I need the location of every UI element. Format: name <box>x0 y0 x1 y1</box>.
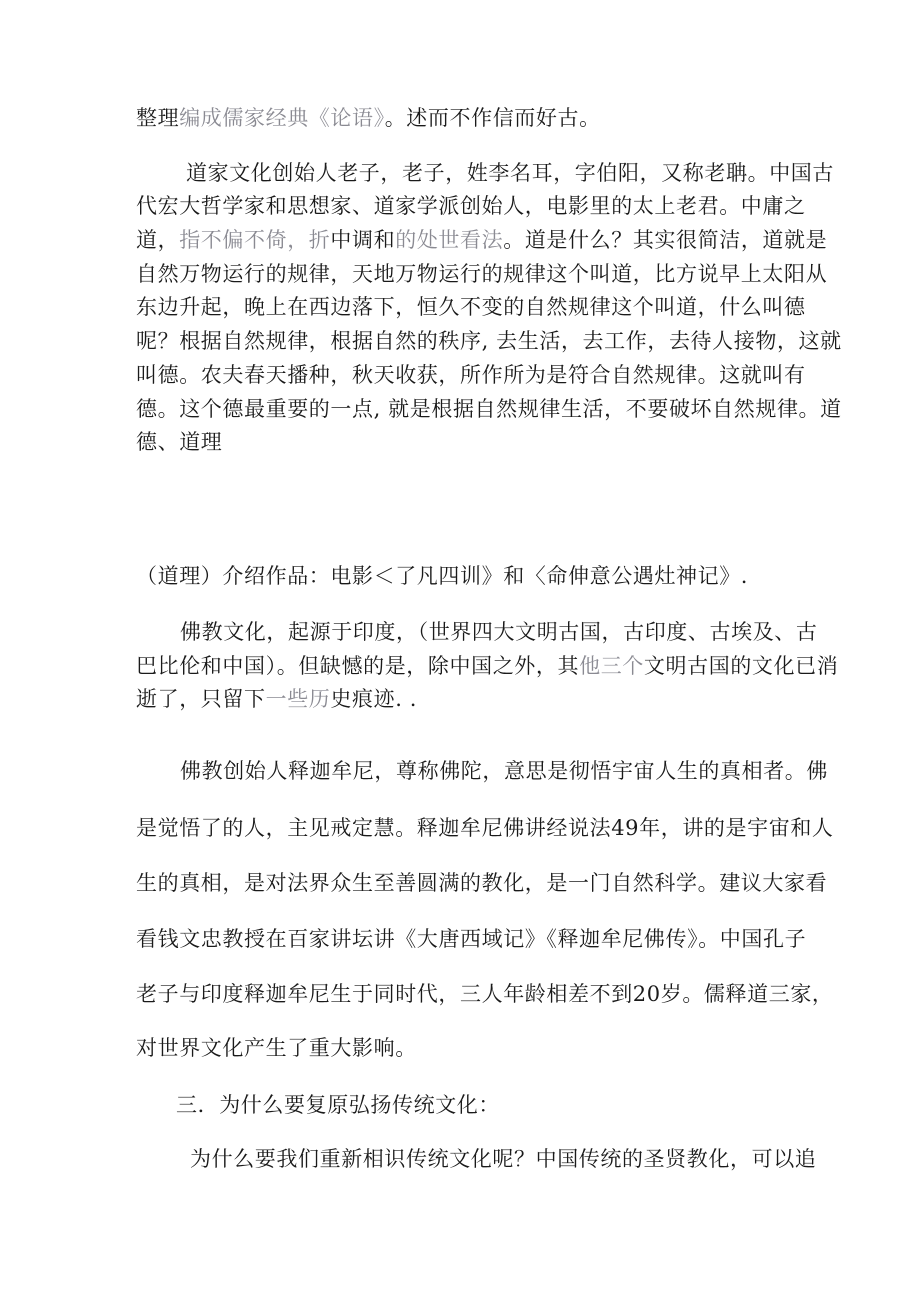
text-segment: 对世界文化产生了重大影响。 <box>136 1036 417 1060</box>
text-line <box>136 326 842 356</box>
text-segment: 佛教创始人释迦牟尼，尊称佛陀，意思是彻悟宇宙人生的真相者。佛 <box>180 759 828 783</box>
faded-text-segment: 一些历 <box>265 687 331 711</box>
text-segment: 逝了，只留下 <box>136 687 266 711</box>
text-segment: 三．为什么要复原弘扬传统文化： <box>176 1093 500 1117</box>
text-line <box>190 1144 816 1174</box>
text-line <box>136 427 222 457</box>
text-line <box>136 979 834 1009</box>
text-line <box>136 259 827 289</box>
text-segment: 呢？根据自然规律，根据自然的秩序, 去生活，去工作，去待人接物，这就 <box>136 329 842 353</box>
text-line <box>136 191 806 221</box>
text-line <box>136 924 806 954</box>
text-segment: 看钱文忠教授在百家讲坛讲《大唐西域记》《释迦牟尼佛传》。中国孔子 <box>136 927 807 951</box>
text-segment: 。道是什么？其实很简洁，道就是 <box>503 228 828 252</box>
text-line <box>136 1033 417 1063</box>
text-line <box>136 813 834 843</box>
text-segment: 是觉悟了的人，主见戒定慧。释迦牟尼佛讲经说法49年，讲的是宇宙和人 <box>136 816 834 840</box>
text-segment: 德、道理 <box>136 430 223 454</box>
text-line <box>180 756 828 786</box>
text-segment: 德。这个德最重要的一点, 就是根据自然规律生活，不要破坏自然规律。道 <box>136 397 842 421</box>
text-segment: 道， <box>136 228 180 252</box>
text-segment: 叫德。农夫春天播种，秋天收获，所作所为是符合自然规律。这就叫有 <box>136 363 806 387</box>
text-line <box>136 292 806 322</box>
text-line <box>136 684 417 714</box>
text-line <box>180 617 818 647</box>
text-segment: 整理 <box>136 106 180 130</box>
faded-text-segment: 的处世看法 <box>395 228 504 252</box>
text-segment: 东边升起，晚上在西边落下，恒久不变的自然规律这个叫道，什么叫德 <box>136 295 806 319</box>
text-line <box>186 158 834 188</box>
text-line <box>136 561 748 591</box>
text-segment: 代宏大哲学家和思想家、道家学派创始人，电影里的太上老君。中庸之 <box>136 194 806 218</box>
faded-text-segment: 他三个 <box>579 654 644 678</box>
text-line <box>136 651 838 681</box>
text-segment: 。述而不作信而好古。 <box>384 106 601 130</box>
text-line <box>136 394 842 424</box>
text-segment: （道理）介绍作品：电影＜了凡四训》和〈命伸意公遇灶神记》. <box>136 564 749 588</box>
faded-text-segment: 指不偏不倚，折 <box>179 228 331 252</box>
text-segment: 道家文化创始人老子，老子，姓李名耳，字伯阳，又称老聃。中国古 <box>186 161 834 185</box>
text-line <box>136 360 806 390</box>
text-line <box>136 868 827 898</box>
text-segment: 佛教文化，起源于印度，（世界四大文明古国，古印度、古埃及、古 <box>180 620 818 644</box>
text-segment: 中调和 <box>330 228 396 252</box>
text-segment: 史痕迹. . <box>330 687 418 711</box>
text-segment: 为什么要我们重新相识传统文化呢？中国传统的圣贤教化，可以追 <box>190 1147 817 1171</box>
text-segment: 自然万物运行的规律，天地万物运行的规律这个叫道，比方说早上太阳从 <box>136 262 828 286</box>
text-segment: 巴比伦和中国）。但缺憾的是，除中国之外，其 <box>136 654 580 678</box>
text-segment: 老子与印度释迦牟尼生于同时代，三人年龄相差不到20岁。儒释道三家， <box>136 982 834 1006</box>
text-segment: 生的真相，是对法界众生至善圆满的教化，是一门自然科学。建议大家看 <box>136 871 828 895</box>
text-line <box>176 1090 500 1120</box>
faded-text-segment: 编成儒家经典《论语》 <box>179 106 385 130</box>
text-line <box>136 225 827 255</box>
text-line <box>136 103 601 133</box>
text-segment: 文明古国的文化已消 <box>643 654 839 678</box>
